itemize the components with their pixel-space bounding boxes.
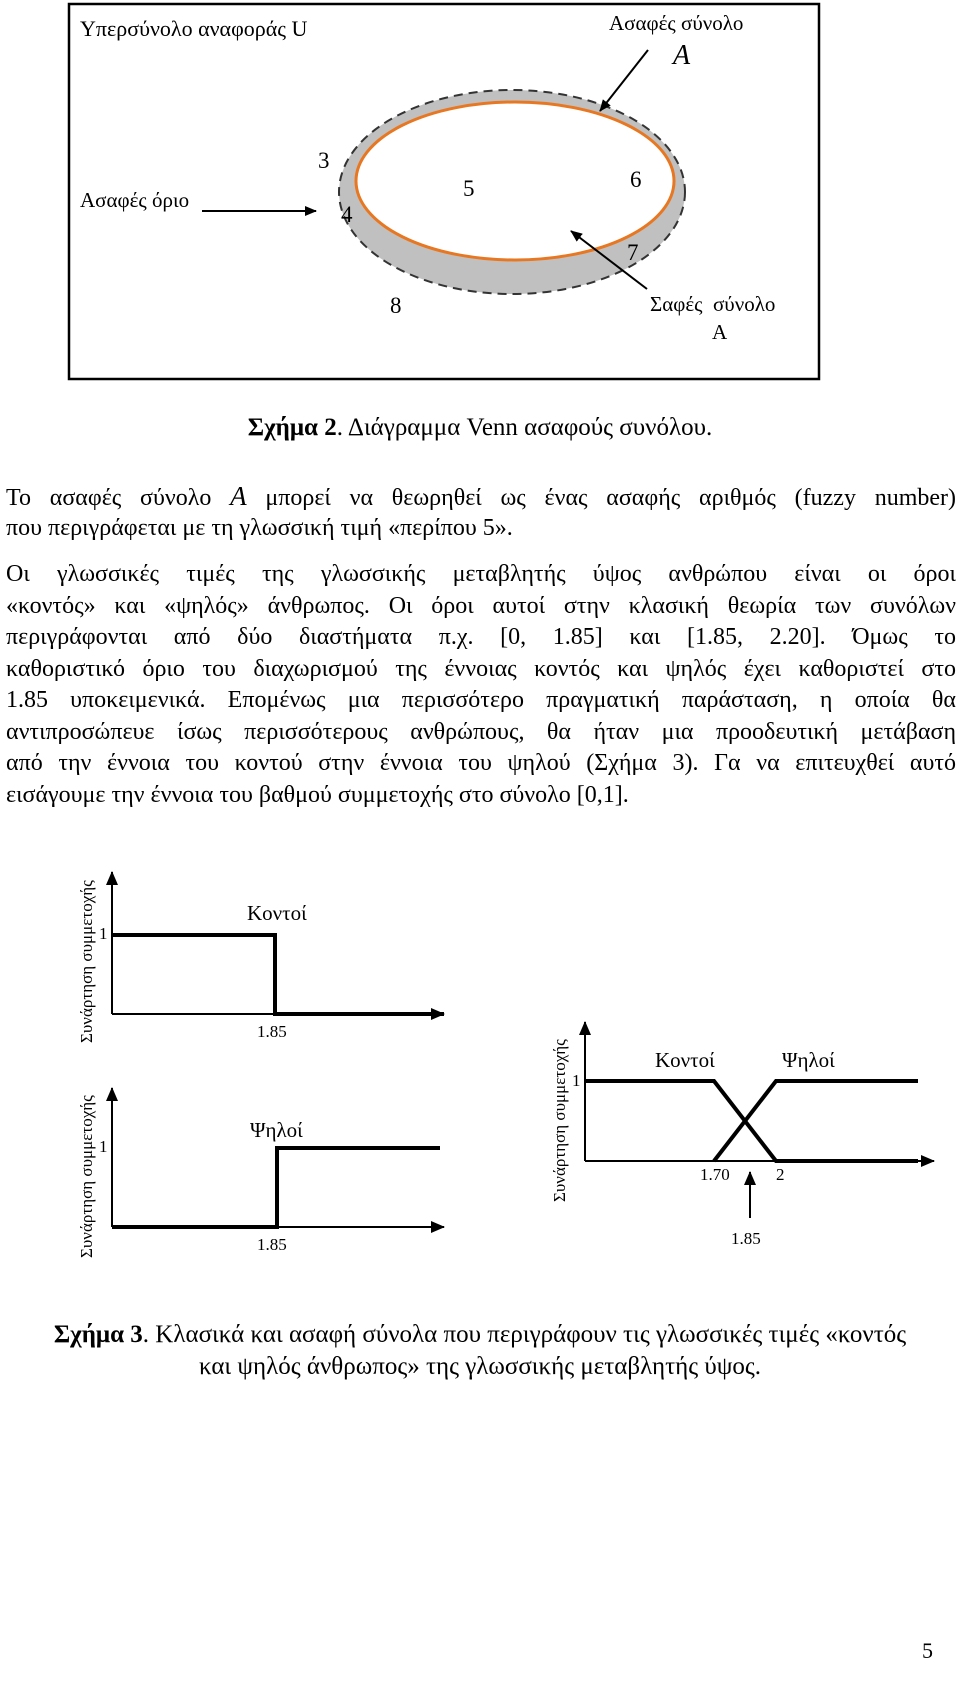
paragraph-2 xyxy=(6,559,956,811)
paragraph-1-line-1: Το ασαφές σύνολο A μπορεί να θεωρηθεί ως ένας ασαφής αριθμός (fuzzy number) xyxy=(6,481,957,511)
point-6: 6 xyxy=(630,167,642,192)
fuzzy-set-symbol: A xyxy=(673,40,691,71)
paragraph-2-line: αντιπροσώπευε ίσως περισσότερους ανθρώπους, θα ήταν μια προοδευτική μετάβαση xyxy=(6,718,956,745)
x-tick-threshold: 1.85 xyxy=(257,1022,287,1041)
paragraph-2-line: καθοριστικό όριο του διαχωρισμού της έννοιας κοντός και ψηλός έχει καθοριστεί στο xyxy=(6,655,956,682)
figure3-caption-line-1: Σχήμα 3. Κλασικά και ασαφή σύνολα που περιγράφουν τις γλωσσικές τιμές «κοντός xyxy=(53,1321,907,1348)
series-tall-line xyxy=(112,1148,440,1227)
paragraph-1-line-2: που περιγράφεται με τη γλωσσική τιμή «περίπου 5». xyxy=(6,514,513,541)
fuzzy-boundary-label: Ασαφές όριο xyxy=(80,188,190,212)
paragraph-2-line: «κοντός» και «ψηλός» άνθρωπος. Οι όροι αυτοί στην κλασική θεωρία των συνόλων xyxy=(6,592,956,619)
crisp-set-ellipse xyxy=(356,102,674,260)
membership-figure xyxy=(0,850,960,1270)
crisp-set-symbol: A xyxy=(712,320,728,344)
y-axis-label: Συνάρτηση συμμετοχής xyxy=(550,1039,569,1202)
paragraph-2-line: περιγράφονται από δύο διαστήματα π.χ. [0, 1.85] και [1.85, 2.20]. Όμως το xyxy=(6,624,956,650)
series-label-tall: Ψηλοί xyxy=(250,1118,303,1142)
y-axis-label: Συνάρτηση συμμετοχής xyxy=(77,1095,96,1258)
point-8: 8 xyxy=(390,293,402,318)
paragraph-2-line: Οι γλωσσικές τιμές της γλωσσικής μεταβλητής ύψος ανθρώπου είναι οι όροι xyxy=(6,561,956,587)
y-tick-1: 1 xyxy=(99,924,108,943)
paragraph-2-line: 1.85 υποκειμενικά. Επομένως μια περισσότερο πραγματική παράσταση, η οποία θα xyxy=(6,687,956,713)
fuzzy-chart xyxy=(550,1022,934,1248)
series-label-short: Κοντοί xyxy=(247,901,307,925)
figure3-caption xyxy=(0,1319,960,1383)
point-4: 4 xyxy=(341,202,353,227)
point-5: 5 xyxy=(463,176,475,201)
paragraph-2-line: από την έννοια του κοντού στην έννοια του ψηλού (Σχήμα 3). Γα να επιτευχθεί αυτό xyxy=(6,750,956,776)
x-tick-threshold: 1.85 xyxy=(731,1229,761,1248)
universe-label: Υπερσύνολο αναφοράς U xyxy=(80,16,308,41)
y-tick-1: 1 xyxy=(572,1071,581,1090)
fuzzy-set-label: Ασαφές σύνολο xyxy=(609,11,744,35)
x-tick-end: 2 xyxy=(776,1165,785,1184)
crisp-set-label: Σαφές σύνολο xyxy=(650,292,776,316)
figure3-caption-line-2: και ψηλός άνθρωπος» της γλωσσικής μεταβλητής ύψος. xyxy=(198,1353,762,1380)
page-number: 5 xyxy=(922,1638,933,1663)
x-tick-threshold: 1.85 xyxy=(257,1235,287,1254)
figure2-caption: Σχήμα 2. Διάγραμμα Venn ασαφούς συνόλου. xyxy=(247,414,713,441)
fuzzy-set-arrow xyxy=(600,50,648,111)
x-tick-start: 1.70 xyxy=(700,1165,730,1184)
series-tall-line xyxy=(714,1081,918,1161)
y-axis-label: Συνάρτηση συμμετοχής xyxy=(77,880,96,1043)
crisp-short-chart xyxy=(77,872,444,1043)
series-label-tall: Ψηλοί xyxy=(782,1048,835,1072)
crisp-tall-chart xyxy=(77,1088,444,1258)
y-tick-1: 1 xyxy=(99,1137,108,1156)
venn-diagram xyxy=(0,0,960,400)
series-label-short: Κοντοί xyxy=(655,1048,715,1072)
point-7: 7 xyxy=(627,240,639,265)
series-short-line xyxy=(112,935,444,1014)
paragraph-2-line: εισάγουμε την έννοια του βαθμού συμμετοχής στο σύνολο [0,1]. xyxy=(6,781,629,808)
series-short-line xyxy=(585,1081,918,1161)
point-3: 3 xyxy=(318,148,330,173)
paragraph-1 xyxy=(6,481,956,544)
